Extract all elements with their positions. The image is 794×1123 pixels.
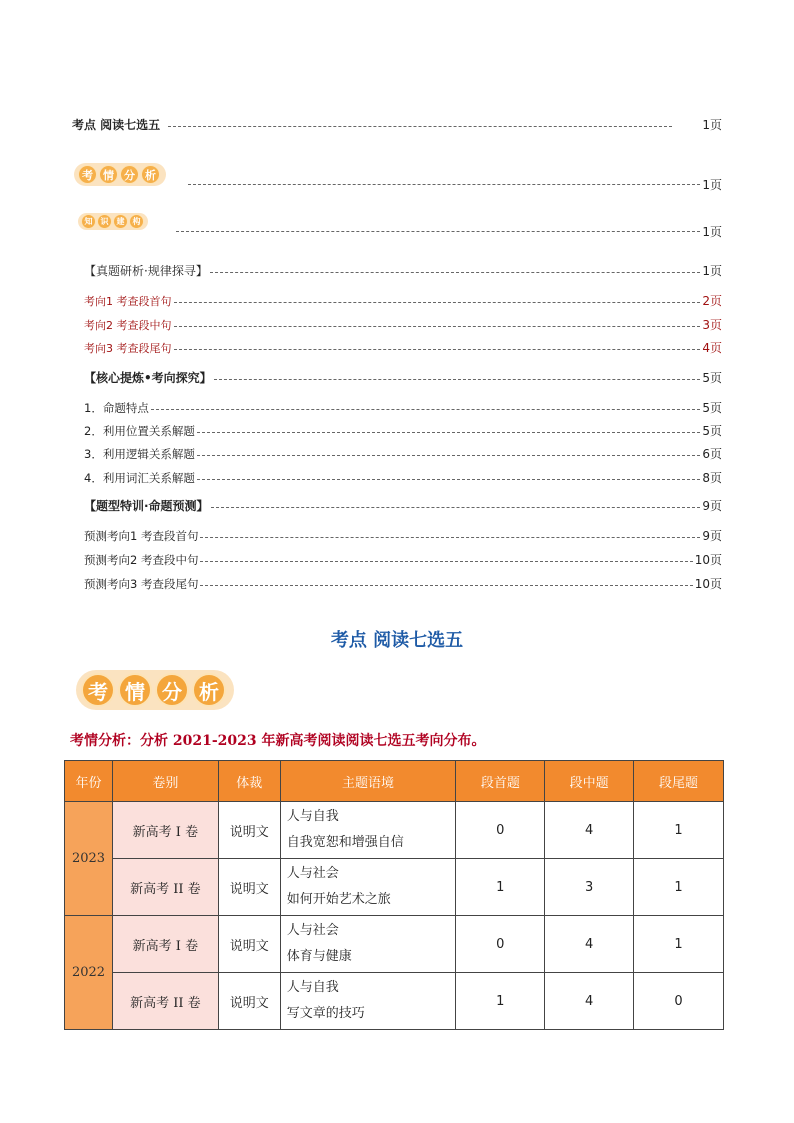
toc-sec-label: 【核心提炼•考向探究】 — [84, 371, 212, 385]
table-row — [65, 802, 724, 859]
toc-badge2[interactable] — [78, 213, 722, 239]
count-cell: 1 — [456, 859, 545, 916]
header-cell: 段首题 — [456, 761, 545, 802]
toc-item-label: 考向2 考查段中句 — [84, 318, 172, 332]
topic-line: 写文章的技巧 — [286, 1006, 365, 1021]
toc-leader — [176, 231, 700, 232]
header-cell: 段中题 — [545, 761, 634, 802]
topic-line: 人与自我 — [286, 980, 339, 995]
toc-page: 1页 — [702, 178, 722, 192]
badge-char: 构 — [129, 214, 144, 229]
zhishi-badge — [78, 213, 148, 230]
distribution-table — [64, 760, 724, 1030]
toc-leader — [174, 349, 701, 350]
toc-badge1[interactable] — [74, 163, 722, 192]
badge-char: 情 — [118, 673, 152, 707]
toc-item[interactable] — [84, 469, 722, 486]
kaoqing-badge — [74, 163, 166, 186]
count-cell: 4 — [545, 973, 634, 1030]
analysis-text: 考情分析：分析 2021-2023 年新高考阅读阅读七选五考向分布。 — [70, 733, 486, 749]
toc-item[interactable] — [84, 339, 722, 356]
toc-page: 6页 — [702, 447, 722, 461]
toc-leader — [200, 585, 692, 586]
toc-page: 10页 — [694, 553, 722, 567]
toc-item[interactable] — [84, 316, 722, 333]
toc-item[interactable] — [84, 292, 722, 309]
badge-char: 识 — [97, 214, 112, 229]
section-title: 考点 阅读七选五 — [330, 630, 464, 651]
toc-leader — [197, 479, 701, 480]
vol-cell: 新高考 II 卷 — [112, 973, 218, 1030]
year-cell: 2022 — [65, 916, 113, 1030]
toc-page: 9页 — [702, 529, 722, 543]
toc-item-label: 3．利用逻辑关系解题 — [84, 446, 195, 461]
toc-sec2[interactable] — [84, 369, 722, 386]
table-row — [65, 973, 724, 1030]
table-header-row — [65, 761, 724, 802]
genre-cell: 说明文 — [218, 973, 280, 1030]
genre-cell: 说明文 — [218, 916, 280, 973]
toc-sec1[interactable] — [84, 262, 722, 279]
toc-item-label: 4．利用词汇关系解题 — [84, 470, 195, 485]
toc-item-label: 预测考向1 考查段首句 — [84, 528, 199, 543]
table-row — [65, 859, 724, 916]
header-cell: 主题语境 — [280, 761, 456, 802]
badge-char: 分 — [155, 673, 189, 707]
badge-char: 情 — [99, 165, 118, 184]
toc-sec-label: 【真题研析·规律探寻】 — [84, 264, 208, 278]
toc-item-label: 考向1 考查段首句 — [84, 294, 172, 308]
toc-page: 10页 — [694, 577, 722, 591]
toc-item-label: 2．利用位置关系解题 — [84, 423, 195, 438]
toc-item[interactable] — [84, 445, 722, 462]
toc-page: 9页 — [702, 499, 722, 513]
topic-cell — [280, 802, 456, 859]
toc-item-label: 预测考向2 考查段中句 — [84, 552, 199, 567]
count-cell: 1 — [456, 973, 545, 1030]
kaoqing-big-badge — [76, 670, 234, 710]
toc-leader — [174, 302, 701, 303]
toc-leader — [211, 507, 701, 508]
toc-item-label: 考向3 考查段尾句 — [84, 341, 172, 355]
header-cell: 年份 — [65, 761, 113, 802]
topic-line: 体育与健康 — [286, 949, 352, 964]
toc-page: 2页 — [702, 294, 722, 308]
toc-item[interactable] — [84, 551, 722, 568]
toc-item[interactable] — [84, 422, 722, 439]
toc-page: 5页 — [702, 401, 722, 415]
vol-cell: 新高考 I 卷 — [112, 802, 218, 859]
count-cell: 0 — [456, 916, 545, 973]
vol-cell: 新高考 II 卷 — [112, 859, 218, 916]
toc-leader — [197, 455, 701, 456]
toc-item-label: 预测考向3 考查段尾句 — [84, 576, 199, 591]
badge-char: 考 — [81, 673, 115, 707]
badge-char: 分 — [120, 165, 139, 184]
count-cell: 0 — [456, 802, 545, 859]
toc-page: 3页 — [702, 318, 722, 332]
genre-cell: 说明文 — [218, 859, 280, 916]
badge-char: 考 — [78, 165, 97, 184]
toc-item-label: 1．命题特点 — [84, 400, 149, 415]
toc-leader — [200, 537, 700, 538]
toc-page: 1页 — [702, 225, 722, 239]
toc-item[interactable] — [84, 527, 722, 544]
toc-item[interactable] — [84, 399, 722, 416]
topic-cell — [280, 859, 456, 916]
toc-leader — [168, 126, 672, 127]
header-cell: 段尾题 — [634, 761, 724, 802]
header-cell: 体裁 — [218, 761, 280, 802]
topic-cell — [280, 916, 456, 973]
toc-page: 4页 — [702, 341, 722, 355]
toc-main-label: 考点 阅读七选五 — [72, 118, 161, 132]
badge-char: 析 — [192, 673, 226, 707]
toc-leader — [197, 432, 701, 433]
topic-line: 人与自我 — [286, 809, 339, 824]
toc-leader — [200, 561, 692, 562]
topic-line: 自我宽恕和增强自信 — [286, 835, 404, 850]
topic-cell — [280, 973, 456, 1030]
topic-line: 人与社会 — [286, 866, 339, 881]
toc-sec3[interactable] — [84, 497, 722, 514]
table-row — [65, 916, 724, 973]
count-cell: 1 — [634, 859, 724, 916]
count-cell: 3 — [545, 859, 634, 916]
toc-page: 1页 — [702, 264, 722, 278]
count-cell: 0 — [634, 973, 724, 1030]
toc-leader — [210, 272, 701, 273]
toc-item[interactable] — [84, 575, 722, 592]
count-cell: 1 — [634, 802, 724, 859]
toc-leader — [188, 184, 700, 185]
toc-page: 5页 — [702, 371, 722, 385]
count-cell: 4 — [545, 802, 634, 859]
count-cell: 1 — [634, 916, 724, 973]
toc-leader — [174, 326, 701, 327]
toc-leader — [214, 379, 701, 380]
count-cell: 4 — [545, 916, 634, 973]
vol-cell: 新高考 I 卷 — [112, 916, 218, 973]
toc-main[interactable] — [72, 116, 722, 133]
toc-page: 5页 — [702, 424, 722, 438]
year-cell: 2023 — [65, 802, 113, 916]
toc-sec-label: 【题型特训·命题预测】 — [84, 499, 209, 513]
badge-char: 建 — [113, 214, 128, 229]
badge-char: 析 — [141, 165, 160, 184]
toc-page: 1页 — [702, 118, 722, 132]
toc-leader — [151, 409, 701, 410]
topic-line: 如何开始艺术之旅 — [286, 892, 391, 907]
header-cell: 卷别 — [112, 761, 218, 802]
topic-line: 人与社会 — [286, 923, 339, 938]
toc-page: 8页 — [702, 471, 722, 485]
badge-char: 知 — [81, 214, 96, 229]
genre-cell: 说明文 — [218, 802, 280, 859]
